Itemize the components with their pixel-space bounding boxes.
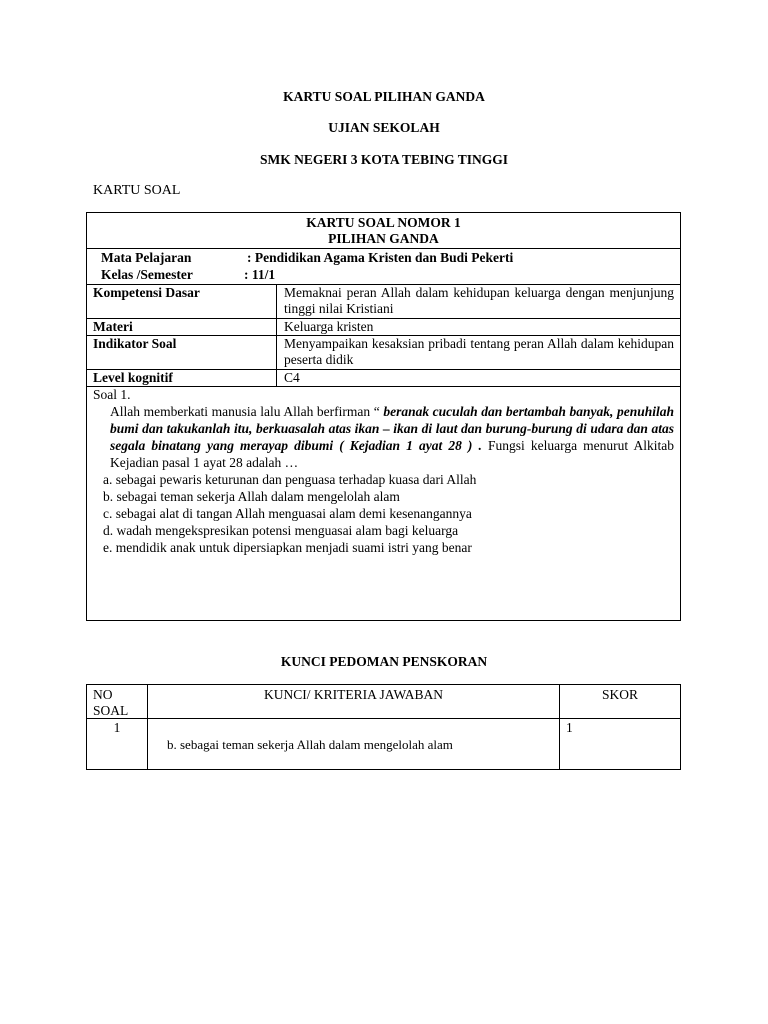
divider xyxy=(87,318,680,319)
subject-label: Mata Pelajaran xyxy=(101,250,192,265)
card-heading-type: PILIHAN GANDA xyxy=(328,231,439,246)
divider xyxy=(87,369,680,370)
option-e: e. mendidik anak untuk dipersiapkan menjadi suami istri yang benar xyxy=(103,540,472,555)
question-quote: beranak cuculah dan bertambah banyak, penuhilah bumi dan takukanlah itu, berkuasalah atas ikan – ikan di laut dan burung-burung di udara dan atas segala binatang yang merayap dibumi ( Kejadian 1 ayat 28 ) . xyxy=(110,404,674,453)
question-tail: Fungsi keluarga menurut Alkitab Kejadian pasal 1 ayat 28 adalah … xyxy=(110,438,674,470)
header-score: SKOR xyxy=(601,687,638,702)
question-intro: Allah memberkati manusia lalu Allah berfirman “ xyxy=(110,404,384,419)
cognitive-level-value: C4 xyxy=(284,370,300,385)
section-label: KARTU SOAL xyxy=(93,183,181,198)
row-answer: b. sebagai teman sekerja Allah dalam mengelolah alam xyxy=(167,737,453,752)
header-no xyxy=(93,687,128,719)
indicator-value: Menyampaikan kesaksian pribadi tentang peran Allah dalam kehidupan peserta didik xyxy=(284,336,674,367)
card-heading xyxy=(87,213,680,249)
header-no-line1: NO xyxy=(93,687,113,702)
answer-key-title: KUNCI PEDOMAN PENSKORAN xyxy=(280,654,488,669)
question-card xyxy=(86,212,681,621)
row-number: 1 xyxy=(113,720,121,735)
option-d: d. wadah mengekspresikan potensi menguasai alam bagi keluarga xyxy=(103,523,459,538)
header-no-line2: SOAL xyxy=(93,703,129,718)
header-answer-criteria: KUNCI/ KRITERIA JAWABAN xyxy=(264,687,443,702)
class-value: : 11/1 xyxy=(244,267,276,282)
divider xyxy=(87,386,680,387)
document-title: KARTU SOAL PILIHAN GANDA xyxy=(283,89,485,104)
competency-label: Kompetensi Dasar xyxy=(93,285,200,300)
exam-title: UJIAN SEKOLAH xyxy=(328,120,440,135)
question-number: Soal 1. xyxy=(93,387,131,402)
material-label: Materi xyxy=(93,319,133,334)
option-c: c. sebagai alat di tangan Allah menguasai alam demi kesenangannya xyxy=(103,506,472,521)
subject-value: : Pendidikan Agama Kristen dan Budi Pekerti xyxy=(247,250,514,265)
question-text xyxy=(110,403,674,471)
competency-value: Memaknai peran Allah dalam kehidupan keluarga dengan menjunjung tinggi nilai Kristiani xyxy=(284,285,674,316)
option-b: b. sebagai teman sekerja Allah dalam mengelolah alam xyxy=(103,489,400,504)
class-label: Kelas /Semester xyxy=(101,267,193,282)
card-heading-number: KARTU SOAL NOMOR 1 xyxy=(306,215,461,230)
indicator-label: Indikator Soal xyxy=(93,336,177,351)
divider xyxy=(87,718,680,719)
school-name: SMK NEGERI 3 KOTA TEBING TINGGI xyxy=(260,152,508,167)
answer-key-table xyxy=(86,684,681,770)
cognitive-level-label: Level kognitif xyxy=(93,370,173,385)
divider xyxy=(87,248,680,249)
material-value: Keluarga kristen xyxy=(284,319,374,334)
option-a: a. sebagai pewaris keturunan dan penguasa terhadap kuasa dari Allah xyxy=(103,472,477,487)
row-score: 1 xyxy=(566,720,573,735)
